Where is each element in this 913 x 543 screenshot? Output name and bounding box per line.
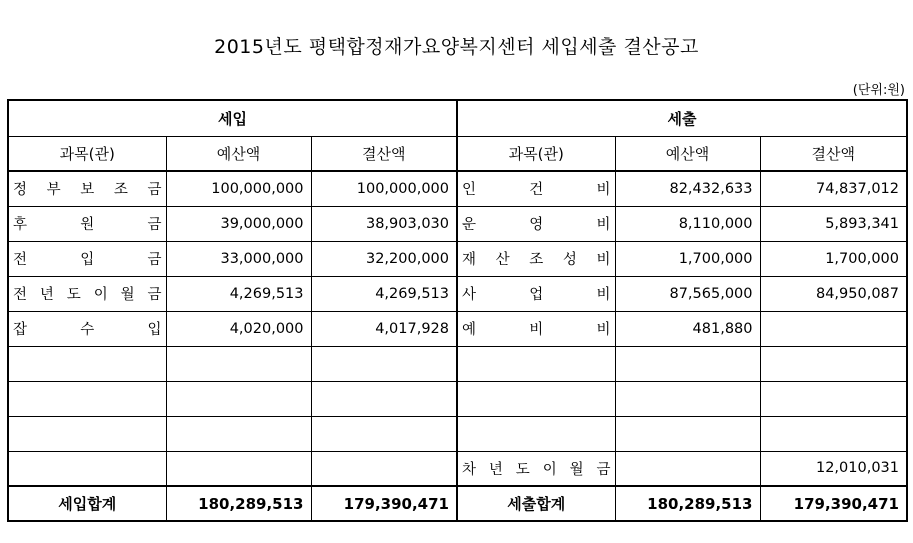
expense-budget: 481,880	[615, 311, 760, 346]
expense-item: 사 업 비	[457, 276, 615, 311]
expense-item: 재 산 조 성 비	[457, 241, 615, 276]
income-item	[8, 451, 166, 486]
unit-note: (단위:원)	[852, 83, 905, 98]
income-total-settled: 179,390,471	[311, 486, 457, 521]
income-total-label: 세입합계	[8, 486, 166, 521]
expense-budget	[615, 381, 760, 416]
income-settled: 4,269,513	[311, 276, 457, 311]
table-row	[8, 346, 907, 381]
income-budget: 4,269,513	[166, 276, 311, 311]
expense-col-settled: 결산액	[760, 136, 907, 171]
table-row	[8, 276, 907, 311]
income-total-budget: 180,289,513	[166, 486, 311, 521]
income-budget: 33,000,000	[166, 241, 311, 276]
expense-item: 예 비 비	[457, 311, 615, 346]
expense-settled	[760, 311, 907, 346]
expense-budget: 1,700,000	[615, 241, 760, 276]
expense-item	[457, 381, 615, 416]
table-row	[8, 451, 907, 486]
income-item: 후 원 금	[8, 206, 166, 241]
income-settled	[311, 346, 457, 381]
expense-settled: 5,893,341	[760, 206, 907, 241]
expense-settled	[760, 416, 907, 451]
column-header-row	[8, 136, 907, 171]
expense-budget	[615, 416, 760, 451]
income-col-budget: 예산액	[166, 136, 311, 171]
income-settled: 38,903,030	[311, 206, 457, 241]
income-col-item: 과목(관)	[8, 136, 166, 171]
income-section-header: 세입	[8, 100, 457, 136]
expense-col-budget: 예산액	[615, 136, 760, 171]
income-item	[8, 381, 166, 416]
income-settled: 4,017,928	[311, 311, 457, 346]
expense-item	[457, 416, 615, 451]
income-item: 전 년 도 이 월 금	[8, 276, 166, 311]
section-header-row	[8, 100, 907, 136]
income-item: 전 입 금	[8, 241, 166, 276]
expense-item	[457, 346, 615, 381]
expense-total-settled: 179,390,471	[760, 486, 907, 521]
income-col-settled: 결산액	[311, 136, 457, 171]
income-settled	[311, 416, 457, 451]
expense-settled: 12,010,031	[760, 451, 907, 486]
expense-section-header: 세출	[457, 100, 907, 136]
income-settled: 32,200,000	[311, 241, 457, 276]
income-budget: 39,000,000	[166, 206, 311, 241]
expense-item: 운 영 비	[457, 206, 615, 241]
expense-settled: 1,700,000	[760, 241, 907, 276]
expense-budget: 8,110,000	[615, 206, 760, 241]
expense-total-budget: 180,289,513	[615, 486, 760, 521]
income-settled: 100,000,000	[311, 171, 457, 206]
expense-budget	[615, 346, 760, 381]
income-item: 정 부 보 조 금	[8, 171, 166, 206]
table-row	[8, 206, 907, 241]
table-row	[8, 171, 907, 206]
income-item	[8, 346, 166, 381]
expense-settled	[760, 346, 907, 381]
expense-settled: 84,950,087	[760, 276, 907, 311]
income-budget	[166, 381, 311, 416]
expense-col-item: 과목(관)	[457, 136, 615, 171]
table-row	[8, 311, 907, 346]
expense-settled: 74,837,012	[760, 171, 907, 206]
income-item: 잡 수 입	[8, 311, 166, 346]
expense-item: 인 건 비	[457, 171, 615, 206]
page-title: 2015년도 평택합정재가요양복지센터 세입세출 결산공고	[214, 36, 699, 58]
expense-budget: 87,565,000	[615, 276, 760, 311]
income-budget: 4,020,000	[166, 311, 311, 346]
income-settled	[311, 381, 457, 416]
income-budget	[166, 346, 311, 381]
settlement-table	[7, 99, 908, 522]
expense-budget	[615, 451, 760, 486]
expense-budget: 82,432,633	[615, 171, 760, 206]
income-budget	[166, 416, 311, 451]
income-budget: 100,000,000	[166, 171, 311, 206]
table-row	[8, 416, 907, 451]
income-budget	[166, 451, 311, 486]
income-settled	[311, 451, 457, 486]
expense-item: 차 년 도 이 월 금	[457, 451, 615, 486]
table-row	[8, 381, 907, 416]
table-row	[8, 241, 907, 276]
totals-row	[8, 486, 907, 521]
expense-settled	[760, 381, 907, 416]
expense-total-label: 세출합계	[457, 486, 615, 521]
income-item	[8, 416, 166, 451]
